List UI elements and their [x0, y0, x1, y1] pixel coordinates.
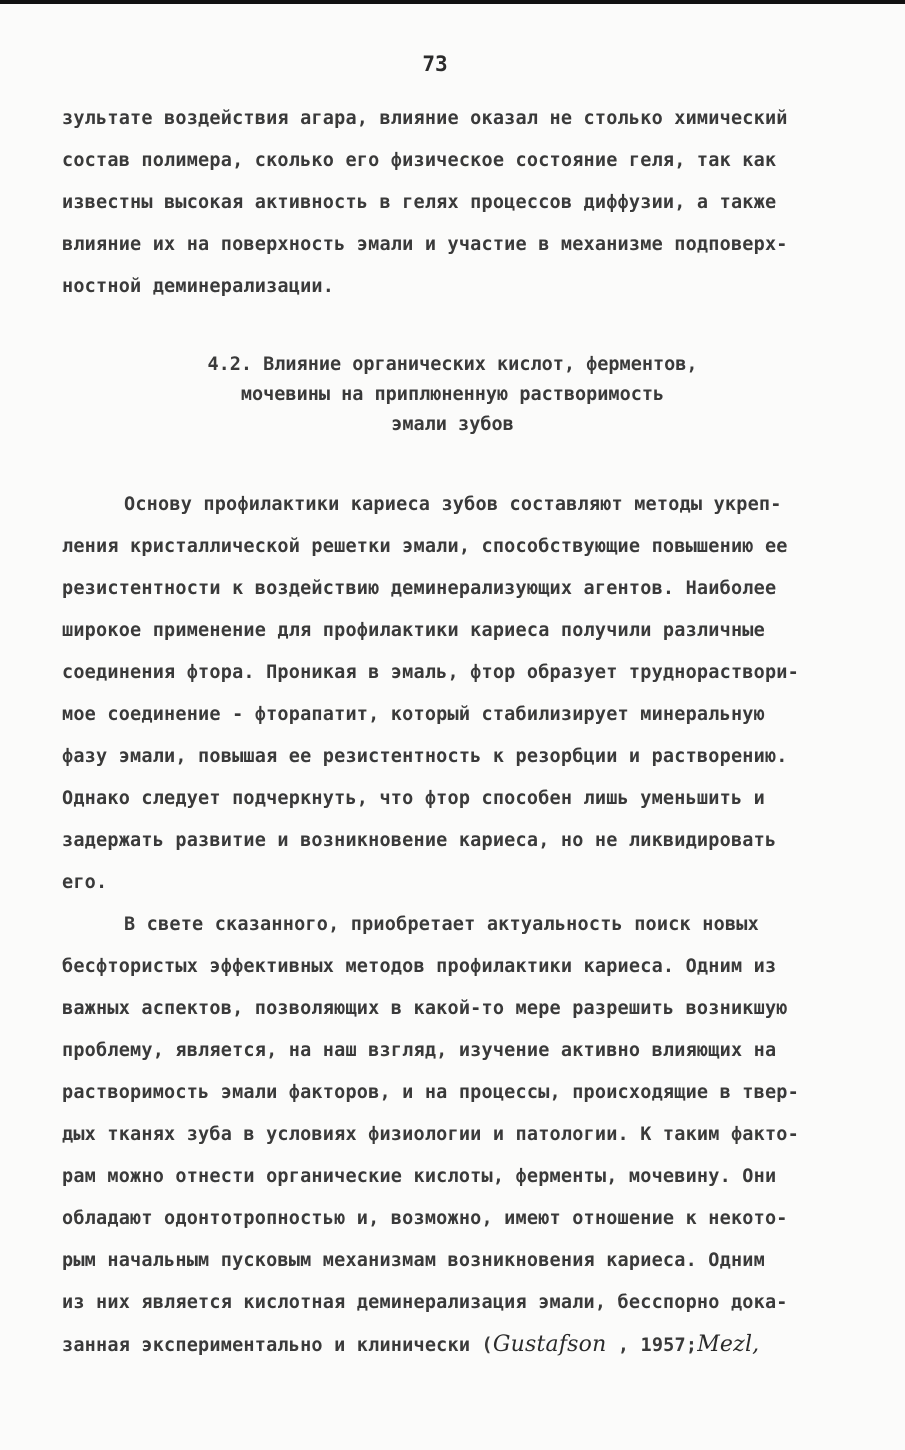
text-line: влияние их на поверхность эмали и участие в механизме подповерх- — [62, 234, 788, 255]
text-line: мое соединение - фторапатит, который стабилизирует минеральную — [62, 704, 765, 725]
text-line: зультате воздействия агара, влияние оказал не столько химический — [62, 108, 788, 129]
text-fragment: занная экспериментально и клинически ( — [62, 1335, 493, 1356]
text-line: ления кристаллической решетки эмали, способствующие повышению ее — [62, 536, 788, 557]
page-top-edge — [0, 0, 905, 4]
text-line: задержать развитие и возникновение кариеса, но не ликвидировать — [62, 830, 777, 851]
heading-line: эмали зубов — [391, 414, 514, 435]
citation-year: , 1957; — [606, 1335, 698, 1356]
text-line: важных аспектов, позволяющих в какой-то мере разрешить возникшую — [62, 998, 788, 1019]
text-line: обладают одонтотропностью и, возможно, имеют отношение к некото- — [62, 1208, 788, 1229]
text-line: состав полимера, сколько его физическое состояние геля, так как — [62, 150, 777, 171]
page-number: 73 — [422, 52, 448, 76]
text-line: резистентности к воздействию деминерализующих агентов. Наиболее — [62, 578, 777, 599]
handwritten-author-name: Mezl, — [697, 1332, 760, 1357]
text-line: фазу эмали, повышая ее резистентность к резорбции и растворению. — [62, 746, 788, 767]
text-line: Основу профилактики кариеса зубов составляют методы укреп- — [124, 494, 782, 515]
text-line: Однако следует подчеркнуть, что фтор способен лишь уменьшить и — [62, 788, 765, 809]
paragraph-relevance — [62, 904, 872, 1366]
text-line: ностной деминерализации. — [62, 276, 335, 297]
text-line: В свете сказанного, приобретает актуальность поиск новых — [124, 914, 759, 935]
text-line: проблему, является, на наш взгляд, изучение активно влияющих на — [62, 1040, 777, 1061]
text-line: дых тканях зуба в условиях физиологии и патологии. К таким факто- — [62, 1124, 799, 1145]
text-line: из них является кислотная деминерализация эмали, бесспорно дока- — [62, 1292, 788, 1313]
text-line: бесфтористых эффективных методов профилактики кариеса. Одним из — [62, 956, 777, 977]
text-line: рым начальным пусковым механизмам возникновения кариеса. Одним — [62, 1250, 765, 1271]
handwritten-author-name: Gustafson — [492, 1332, 607, 1357]
text-line: соединения фтора. Проникая в эмаль, фтор образует труднораствори- — [62, 662, 799, 683]
section-heading — [0, 350, 905, 440]
paragraph-fluoride — [62, 484, 872, 904]
text-line: известны высокая активность в гелях процессов диффузии, а также — [62, 192, 777, 213]
heading-line: 4.2. Влияние органических кислот, ферментов, — [207, 354, 698, 375]
text-line: широкое применение для профилактики кариеса получили различные — [62, 620, 765, 641]
text-line: рам можно отнести органические кислоты, ферменты, мочевину. Они — [62, 1166, 777, 1187]
paragraph-continued — [62, 98, 872, 308]
text-line-with-citation — [62, 1324, 872, 1366]
text-line: растворимость эмали факторов, и на процессы, происходящие в твер- — [62, 1082, 799, 1103]
heading-line: мочевины на приплюненную растворимость — [240, 384, 665, 405]
text-line: его. — [62, 872, 108, 893]
